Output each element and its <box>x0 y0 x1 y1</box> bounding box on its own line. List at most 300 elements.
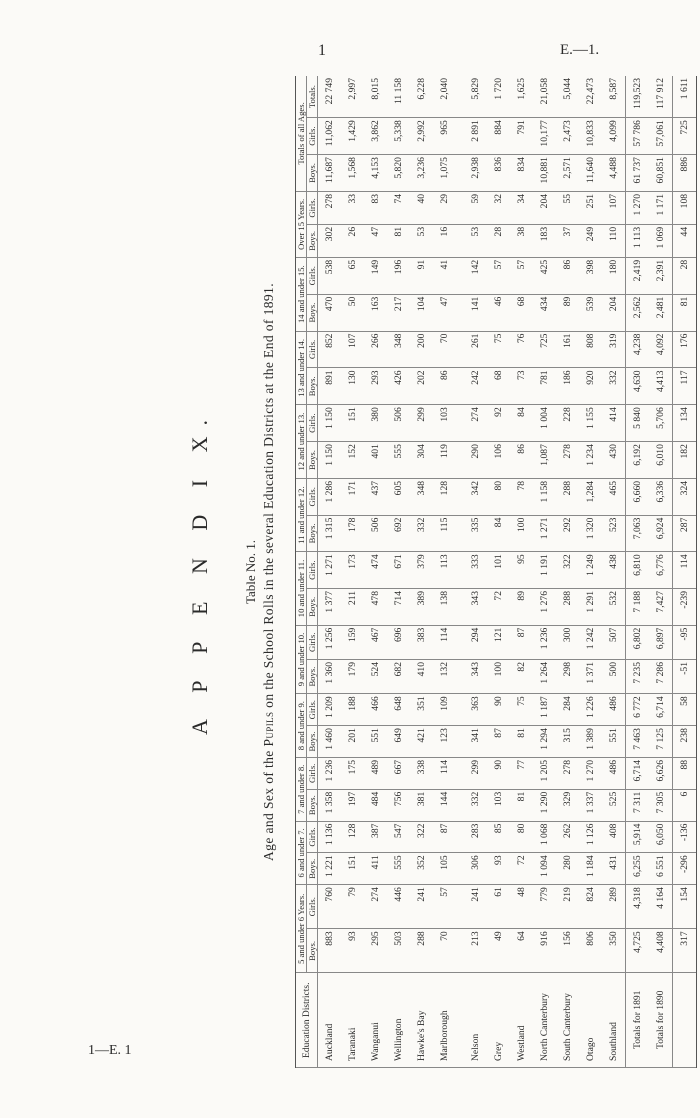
table-cell: 57 <box>510 257 533 294</box>
table-cell: 1 126 <box>579 821 602 853</box>
table-cell: 916 <box>533 929 556 973</box>
table-cell: 1 249 <box>579 552 602 589</box>
table-cell: 1 276 <box>533 588 556 625</box>
table-cell: 288 <box>556 588 579 625</box>
table-cell: 920 <box>579 368 602 405</box>
table-cell: 48 <box>510 885 533 929</box>
table-cell: 474 <box>364 552 387 589</box>
table-cell: 322 <box>410 821 433 853</box>
table-cell: 261 <box>456 331 487 368</box>
table-cell: 1 187 <box>533 694 556 726</box>
table-cell: 343 <box>456 659 487 693</box>
table-cell: 117 <box>673 368 697 405</box>
table-cell: 470 <box>318 294 342 331</box>
table-row <box>387 76 410 1068</box>
table-row <box>456 76 487 1068</box>
table-cell: 59 <box>456 191 487 224</box>
table-cell: 57 786 <box>626 118 650 155</box>
table-cell: 154 <box>673 885 697 929</box>
table-cell: 478 <box>364 588 387 625</box>
district-name: Auckland <box>318 973 342 1068</box>
table-cell: 204 <box>602 294 626 331</box>
table-cell: 466 <box>364 694 387 726</box>
table-cell: 1 155 <box>579 405 602 442</box>
table-cell: 47 <box>433 294 456 331</box>
table-cell: 551 <box>602 726 626 758</box>
boys-header: Boys. <box>307 853 318 885</box>
table-cell: 29 <box>433 191 456 224</box>
age-sex-table <box>295 76 697 1068</box>
table-cell: 81 <box>387 224 410 257</box>
table-cell: 110 <box>602 224 626 257</box>
table-cell: 38 <box>510 224 533 257</box>
boys-header: Boys. <box>307 726 318 758</box>
table-cell: 60,851 <box>649 155 673 192</box>
table-cell: 278 <box>556 442 579 479</box>
table-cell: 128 <box>433 478 456 515</box>
table-cell: 90 <box>487 694 510 726</box>
table-cell: 6,810 <box>626 552 650 589</box>
table-row <box>533 76 556 1068</box>
table-cell: 93 <box>341 929 364 973</box>
district-name: Wellington <box>387 973 410 1068</box>
table-cell: 682 <box>387 659 410 693</box>
rotated-table-page <box>153 72 698 1072</box>
table-cell: 446 <box>387 885 410 929</box>
table-cell: 696 <box>387 625 410 659</box>
table-cell: 4,318 <box>626 885 650 929</box>
table-cell: 80 <box>510 821 533 853</box>
table-cell: 93 <box>487 853 510 885</box>
table-cell: 1 171 <box>649 191 673 224</box>
table-cell: 437 <box>364 478 387 515</box>
table-cell: 228 <box>556 405 579 442</box>
table-cell: 178 <box>341 515 364 552</box>
table-cell: 387 <box>364 821 387 853</box>
table-cell: 21,058 <box>533 76 556 118</box>
table-cell: 299 <box>410 405 433 442</box>
table-cell: 107 <box>602 191 626 224</box>
table-cell: 317 <box>673 929 697 973</box>
table-cell: 5,044 <box>556 76 579 118</box>
girls-header: Girls. <box>307 694 318 726</box>
table-cell: 91 <box>410 257 433 294</box>
table-cell: 302 <box>318 224 342 257</box>
table-cell: 4,725 <box>626 929 650 973</box>
age-group-header: 6 and under 7. <box>296 821 307 885</box>
table-row <box>673 76 697 1068</box>
table-cell: 401 <box>364 442 387 479</box>
table-cell: 1 720 <box>487 76 510 118</box>
table-cell: 426 <box>387 368 410 405</box>
girls-header: Girls. <box>307 118 318 155</box>
table-cell: 108 <box>673 191 697 224</box>
table-cell: 10,881 <box>533 155 556 192</box>
table-row <box>487 76 510 1068</box>
table-cell: 714 <box>387 588 410 625</box>
table-cell: 298 <box>556 659 579 693</box>
table-cell: 410 <box>410 659 433 693</box>
footer-reference: 1—E. 1 <box>88 1043 132 1058</box>
table-cell: 278 <box>556 757 579 789</box>
table-cell: 5,338 <box>387 118 410 155</box>
table-cell: 10,177 <box>533 118 556 155</box>
table-cell: 283 <box>456 821 487 853</box>
table-cell: 425 <box>533 257 556 294</box>
table-cell: 294 <box>456 625 487 659</box>
table-cell: 343 <box>456 588 487 625</box>
district-name: South Canterbury <box>556 973 579 1068</box>
table-cell: 68 <box>510 294 533 331</box>
table-cell: -136 <box>673 821 697 853</box>
table-cell: 79 <box>341 885 364 929</box>
age-group-header: 8 and under 9. <box>296 694 307 758</box>
table-cell: 1 004 <box>533 405 556 442</box>
table-cell: 179 <box>341 659 364 693</box>
table-cell: 6,255 <box>626 853 650 885</box>
table-cell: 363 <box>456 694 487 726</box>
district-name: Totals for 1890 <box>649 973 673 1068</box>
district-name: Otago <box>579 973 602 1068</box>
table-cell: 1 150 <box>318 405 342 442</box>
table-cell: 106 <box>487 442 510 479</box>
table-cell: 49 <box>487 929 510 973</box>
table-cell: 605 <box>387 478 410 515</box>
table-cell: 10,833 <box>579 118 602 155</box>
table-cell: 73 <box>510 368 533 405</box>
table-cell: 791 <box>510 118 533 155</box>
table-cell: 84 <box>510 405 533 442</box>
table-cell: 523 <box>602 515 626 552</box>
table-cell: 398 <box>579 257 602 294</box>
table-cell: 89 <box>556 294 579 331</box>
table-row <box>556 76 579 1068</box>
boys-header: Boys. <box>307 224 318 257</box>
district-name: Marlborough <box>433 973 456 1068</box>
table-cell: 2,992 <box>410 118 433 155</box>
table-cell: 266 <box>364 331 387 368</box>
table-cell: 119 <box>433 442 456 479</box>
table-cell: 55 <box>556 191 579 224</box>
girls-header: Girls. <box>307 625 318 659</box>
girls-header: Girls. <box>307 821 318 853</box>
table-cell: 70 <box>433 331 456 368</box>
table-row <box>318 76 342 1068</box>
table-cell: 75 <box>487 331 510 368</box>
table-cell: 348 <box>410 478 433 515</box>
table-row <box>510 76 533 1068</box>
table-cell: 1 315 <box>318 515 342 552</box>
table-cell: 555 <box>387 442 410 479</box>
table-cell: 1 290 <box>533 789 556 821</box>
table-cell: 1 158 <box>533 478 556 515</box>
table-cell: 72 <box>510 853 533 885</box>
table-cell: 1 150 <box>318 442 342 479</box>
appendix-heading: A P P E N D I X. <box>187 409 212 735</box>
table-cell: 725 <box>673 118 697 155</box>
table-cell: 333 <box>456 552 487 589</box>
table-cell: 2,481 <box>649 294 673 331</box>
table-cell: 32 <box>487 191 510 224</box>
table-cell: 379 <box>410 552 433 589</box>
table-cell: 53 <box>456 224 487 257</box>
table-cell: 431 <box>602 853 626 885</box>
girls-header: Girls. <box>307 552 318 589</box>
table-cell: 5,820 <box>387 155 410 192</box>
table-cell: 132 <box>433 659 456 693</box>
table-cell: 1 286 <box>318 478 342 515</box>
table-cell: 251 <box>579 191 602 224</box>
table-cell: 180 <box>602 257 626 294</box>
table-cell: 123 <box>433 726 456 758</box>
table-cell: 77 <box>510 757 533 789</box>
table-caption <box>261 72 277 1072</box>
table-cell: 86 <box>510 442 533 479</box>
table-cell: 1,075 <box>433 155 456 192</box>
table-cell: 104 <box>410 294 433 331</box>
table-cell: 249 <box>579 224 602 257</box>
table-cell: 883 <box>318 929 342 973</box>
table-cell: 142 <box>456 257 487 294</box>
table-cell: 4,488 <box>602 155 626 192</box>
table-cell: 6 <box>673 789 697 821</box>
table-cell: 322 <box>556 552 579 589</box>
table-cell: 47 <box>364 224 387 257</box>
table-cell: 262 <box>556 821 579 853</box>
table-cell: 7 235 <box>626 659 650 693</box>
table-cell: 1 184 <box>579 853 602 885</box>
table-cell: 1 205 <box>533 757 556 789</box>
table-cell: 80 <box>487 478 510 515</box>
table-cell: 824 <box>579 885 602 929</box>
table-cell: 100 <box>487 659 510 693</box>
table-cell: 6,192 <box>626 442 650 479</box>
table-cell: 6,228 <box>410 76 433 118</box>
table-cell: 64 <box>510 929 533 973</box>
table-cell: 1,087 <box>533 442 556 479</box>
table-cell: 284 <box>556 694 579 726</box>
table-cell: 886 <box>673 155 697 192</box>
table-cell: 11,640 <box>579 155 602 192</box>
table-cell: 5,914 <box>626 821 650 853</box>
table-cell: 109 <box>433 694 456 726</box>
table-cell: 11,062 <box>318 118 342 155</box>
district-name: Totals for 1891 <box>626 973 650 1068</box>
table-cell: 7 463 <box>626 726 650 758</box>
table-cell: 852 <box>318 331 342 368</box>
table-cell: 1 294 <box>533 726 556 758</box>
table-cell: 348 <box>387 331 410 368</box>
table-cell: 332 <box>456 789 487 821</box>
girls-header: Girls. <box>307 257 318 294</box>
district-name: Hawke's Bay <box>410 973 433 1068</box>
table-cell: 1 320 <box>579 515 602 552</box>
table-cell: 290 <box>456 442 487 479</box>
table-cell: 5,829 <box>456 76 487 118</box>
table-cell: 34 <box>510 191 533 224</box>
table-cell: 551 <box>364 726 387 758</box>
table-cell: -296 <box>673 853 697 885</box>
table-cell: 238 <box>673 726 697 758</box>
table-cell: 1 264 <box>533 659 556 693</box>
table-cell: 411 <box>364 853 387 885</box>
table-cell: 1 094 <box>533 853 556 885</box>
table-cell: 182 <box>673 442 697 479</box>
table-cell: 87 <box>433 821 456 853</box>
boys-header: Boys. <box>307 442 318 479</box>
table-cell: 115 <box>433 515 456 552</box>
table-row <box>364 76 387 1068</box>
table-cell: 204 <box>533 191 556 224</box>
table-cell: 53 <box>410 224 433 257</box>
table-cell: 7,063 <box>626 515 650 552</box>
table-cell: 1,429 <box>341 118 364 155</box>
table-cell: 57 <box>433 885 456 929</box>
table-cell: 46 <box>487 294 510 331</box>
table-cell: 87 <box>510 625 533 659</box>
table-cell: 7,427 <box>649 588 673 625</box>
table-cell: 1 068 <box>533 821 556 853</box>
table-cell: 507 <box>602 625 626 659</box>
table-cell: 1 256 <box>318 625 342 659</box>
age-group-header: 12 and under 13. <box>296 405 307 479</box>
table-row <box>410 76 433 1068</box>
table-cell: 121 <box>487 625 510 659</box>
table-cell: 6,924 <box>649 515 673 552</box>
table-cell: 288 <box>410 929 433 973</box>
table-cell: 213 <box>456 929 487 973</box>
table-cell: 1 377 <box>318 588 342 625</box>
table-cell: 171 <box>341 478 364 515</box>
table-cell: 6,714 <box>626 757 650 789</box>
table-row <box>433 76 456 1068</box>
table-cell: 83 <box>364 191 387 224</box>
table-cell: 289 <box>602 885 626 929</box>
header-row-groups <box>296 76 307 1068</box>
table-cell: 1 069 <box>649 224 673 257</box>
table-number: Table No. 1. <box>243 539 258 605</box>
table-cell: 183 <box>533 224 556 257</box>
table-cell: 144 <box>433 789 456 821</box>
table-cell: 2 891 <box>456 118 487 155</box>
table-cell: 274 <box>364 885 387 929</box>
table-cell: 201 <box>341 726 364 758</box>
table-cell: 7 286 <box>649 659 673 693</box>
table-cell: 1 226 <box>579 694 602 726</box>
table-cell: 82 <box>510 659 533 693</box>
table-cell: 1 113 <box>626 224 650 257</box>
table-cell: 500 <box>602 659 626 693</box>
table-cell: 6,714 <box>649 694 673 726</box>
table-cell: 319 <box>602 331 626 368</box>
district-name: Grey <box>487 973 510 1068</box>
table-row <box>602 76 626 1068</box>
table-cell: 81 <box>510 726 533 758</box>
table-cell: 438 <box>602 552 626 589</box>
table-cell: 50 <box>341 294 364 331</box>
table-cell: 295 <box>364 929 387 973</box>
table-cell: 6,897 <box>649 625 673 659</box>
table-cell: 114 <box>433 625 456 659</box>
table-cell: 278 <box>318 191 342 224</box>
table-cell: 1 291 <box>579 588 602 625</box>
table-cell: 725 <box>533 331 556 368</box>
table-cell: 3,236 <box>410 155 433 192</box>
table-cell: 1 209 <box>318 694 342 726</box>
table-cell: 1 358 <box>318 789 342 821</box>
table-cell: 117 912 <box>649 76 673 118</box>
table-cell: 524 <box>364 659 387 693</box>
table-cell: 671 <box>387 552 410 589</box>
age-group-header: 5 and under 6 Years. <box>296 885 307 973</box>
table-cell: 649 <box>387 726 410 758</box>
girls-header: Girls. <box>307 331 318 368</box>
table-cell: 538 <box>318 257 342 294</box>
table-cell: 4,099 <box>602 118 626 155</box>
table-cell: 114 <box>433 757 456 789</box>
document-reference: E.—1. <box>560 42 600 58</box>
table-cell: 72 <box>487 588 510 625</box>
table-cell: 779 <box>533 885 556 929</box>
table-cell: 6,660 <box>626 478 650 515</box>
table-cell: 4,413 <box>649 368 673 405</box>
district-name: Southland <box>602 973 626 1068</box>
table-cell: 107 <box>341 331 364 368</box>
table-cell: 1 191 <box>533 552 556 589</box>
table-cell: 130 <box>341 368 364 405</box>
table-row <box>341 76 364 1068</box>
table-cell: 41 <box>433 257 456 294</box>
table-cell: 7 188 <box>626 588 650 625</box>
table-cell: 4,092 <box>649 331 673 368</box>
table-cell: 175 <box>341 757 364 789</box>
table-cell: 434 <box>533 294 556 331</box>
table-cell: 6,336 <box>649 478 673 515</box>
table-cell: 304 <box>410 442 433 479</box>
table-cell: 506 <box>364 515 387 552</box>
caption-post: on the School Rolls in the several Education Districts at the End of 1891. <box>261 283 276 708</box>
table-cell: 806 <box>579 929 602 973</box>
table-cell: 141 <box>456 294 487 331</box>
table-cell: 555 <box>387 853 410 885</box>
table-cell: 1 270 <box>626 191 650 224</box>
table-cell: 87 <box>487 726 510 758</box>
table-cell: 176 <box>673 331 697 368</box>
table-cell: -51 <box>673 659 697 693</box>
table-cell: 1,568 <box>341 155 364 192</box>
table-cell: 421 <box>410 726 433 758</box>
table-cell: 781 <box>533 368 556 405</box>
table-cell: 101 <box>487 552 510 589</box>
table-cell: 44 <box>673 224 697 257</box>
table-cell: 57,061 <box>649 118 673 155</box>
table-cell: 383 <box>410 625 433 659</box>
table-cell: 324 <box>673 478 697 515</box>
table-cell: 119,523 <box>626 76 650 118</box>
district-name: Wanganui <box>364 973 387 1068</box>
table-cell: 26 <box>341 224 364 257</box>
table-cell: 532 <box>602 588 626 625</box>
table-cell: 756 <box>387 789 410 821</box>
table-cell: 219 <box>556 885 579 929</box>
table-cell: 86 <box>433 368 456 405</box>
table-cell: 467 <box>364 625 387 659</box>
table-cell: 1 389 <box>579 726 602 758</box>
table-cell: 76 <box>510 331 533 368</box>
table-cell: 103 <box>487 789 510 821</box>
table-cell: 61 <box>487 885 510 929</box>
table-cell: 6 772 <box>626 694 650 726</box>
